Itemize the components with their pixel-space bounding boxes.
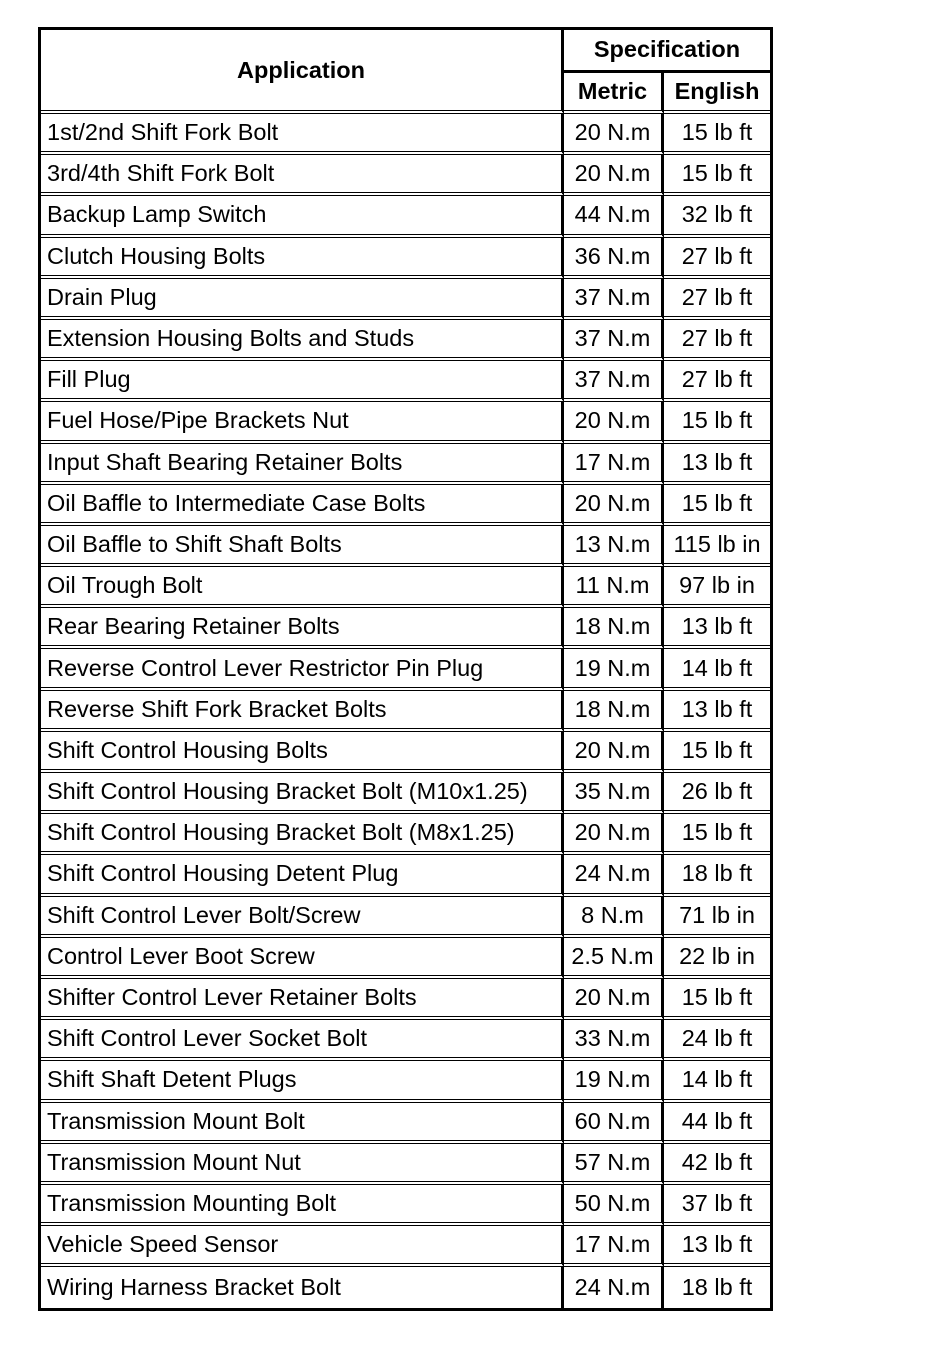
english-cell: 15 lb ft <box>664 814 770 855</box>
application-cell: Shift Shaft Detent Plugs <box>41 1061 564 1102</box>
table-row <box>41 732 770 773</box>
table-body <box>41 114 770 1308</box>
table-row <box>41 402 770 443</box>
table-row <box>41 649 770 690</box>
metric-cell: 24 N.m <box>564 1267 664 1308</box>
metric-cell: 37 N.m <box>564 279 664 320</box>
table-row <box>41 814 770 855</box>
table-row <box>41 1226 770 1267</box>
english-cell: 15 lb ft <box>664 979 770 1020</box>
metric-cell: 2.5 N.m <box>564 938 664 979</box>
application-cell: Oil Trough Bolt <box>41 567 564 608</box>
metric-cell: 37 N.m <box>564 361 664 402</box>
english-cell: 15 lb ft <box>664 402 770 443</box>
table-row <box>41 444 770 485</box>
table-row <box>41 1103 770 1144</box>
metric-cell: 60 N.m <box>564 1103 664 1144</box>
table-row <box>41 1267 770 1308</box>
english-cell: 15 lb ft <box>664 485 770 526</box>
metric-cell: 20 N.m <box>564 814 664 855</box>
header-row-top <box>41 30 770 73</box>
application-cell: Shift Control Housing Detent Plug <box>41 855 564 896</box>
application-cell: Drain Plug <box>41 279 564 320</box>
application-cell: Shift Control Housing Bracket Bolt (M8x1.25) <box>41 814 564 855</box>
metric-cell: 36 N.m <box>564 238 664 279</box>
metric-cell: 11 N.m <box>564 567 664 608</box>
metric-cell: 17 N.m <box>564 1226 664 1267</box>
table-row <box>41 238 770 279</box>
metric-cell: 24 N.m <box>564 855 664 896</box>
table-row <box>41 608 770 649</box>
english-cell: 13 lb ft <box>664 691 770 732</box>
application-cell: Wiring Harness Bracket Bolt <box>41 1267 564 1308</box>
english-cell: 26 lb ft <box>664 773 770 814</box>
english-cell: 18 lb ft <box>664 855 770 896</box>
english-cell: 27 lb ft <box>664 279 770 320</box>
application-cell: Transmission Mount Nut <box>41 1144 564 1185</box>
table-row <box>41 691 770 732</box>
application-cell: Backup Lamp Switch <box>41 196 564 237</box>
metric-cell: 13 N.m <box>564 526 664 567</box>
table-row <box>41 1020 770 1061</box>
table-row <box>41 526 770 567</box>
application-cell: Shift Control Lever Socket Bolt <box>41 1020 564 1061</box>
english-cell: 27 lb ft <box>664 238 770 279</box>
metric-cell: 20 N.m <box>564 485 664 526</box>
application-cell: Transmission Mount Bolt <box>41 1103 564 1144</box>
application-cell: Clutch Housing Bolts <box>41 238 564 279</box>
torque-specification-table <box>38 27 773 1311</box>
table-row <box>41 155 770 196</box>
application-cell: Shift Control Lever Bolt/Screw <box>41 897 564 938</box>
english-cell: 13 lb ft <box>664 1226 770 1267</box>
english-cell: 15 lb ft <box>664 114 770 155</box>
english-cell: 15 lb ft <box>664 732 770 773</box>
metric-cell: 17 N.m <box>564 444 664 485</box>
table-row <box>41 1185 770 1226</box>
metric-cell: 44 N.m <box>564 196 664 237</box>
table-row <box>41 897 770 938</box>
application-cell: Reverse Shift Fork Bracket Bolts <box>41 691 564 732</box>
application-cell: Shift Control Housing Bolts <box>41 732 564 773</box>
application-cell: 3rd/4th Shift Fork Bolt <box>41 155 564 196</box>
table-row <box>41 1061 770 1102</box>
specification-header: Specification <box>564 30 770 73</box>
english-cell: 24 lb ft <box>664 1020 770 1061</box>
english-cell: 44 lb ft <box>664 1103 770 1144</box>
application-cell: Extension Housing Bolts and Studs <box>41 320 564 361</box>
english-cell: 22 lb in <box>664 938 770 979</box>
metric-cell: 18 N.m <box>564 691 664 732</box>
table-row <box>41 938 770 979</box>
metric-cell: 35 N.m <box>564 773 664 814</box>
metric-cell: 19 N.m <box>564 1061 664 1102</box>
english-cell: 14 lb ft <box>664 649 770 690</box>
metric-cell: 18 N.m <box>564 608 664 649</box>
english-cell: 27 lb ft <box>664 320 770 361</box>
english-cell: 42 lb ft <box>664 1144 770 1185</box>
table-row <box>41 567 770 608</box>
english-header: English <box>664 73 770 114</box>
english-cell: 18 lb ft <box>681 1274 753 1301</box>
application-cell: Vehicle Speed Sensor <box>41 1226 564 1267</box>
english-cell: 13 lb ft <box>664 608 770 649</box>
application-cell: Shift Control Housing Bracket Bolt (M10x1.25) <box>41 773 564 814</box>
english-cell: 32 lb ft <box>664 196 770 237</box>
english-cell: 71 lb in <box>664 897 770 938</box>
metric-cell: 20 N.m <box>564 732 664 773</box>
application-cell: Input Shaft Bearing Retainer Bolts <box>41 444 564 485</box>
metric-cell: 20 N.m <box>564 979 664 1020</box>
metric-header: Metric <box>564 73 664 114</box>
table-row <box>41 773 770 814</box>
english-cell: 115 lb in <box>664 526 770 567</box>
english-cell: 37 lb ft <box>664 1185 770 1226</box>
english-cell: 27 lb ft <box>664 361 770 402</box>
english-cell: 97 lb in <box>664 567 770 608</box>
application-cell: Fill Plug <box>41 361 564 402</box>
application-header: Application <box>41 30 564 114</box>
table-row <box>41 485 770 526</box>
metric-cell: 50 N.m <box>564 1185 664 1226</box>
application-cell: Oil Baffle to Shift Shaft Bolts <box>41 526 564 567</box>
table-row <box>41 1144 770 1185</box>
metric-cell: 37 N.m <box>564 320 664 361</box>
metric-cell: 19 N.m <box>564 649 664 690</box>
table-row <box>41 361 770 402</box>
english-cell: 13 lb ft <box>664 444 770 485</box>
application-cell: Transmission Mounting Bolt <box>41 1185 564 1226</box>
metric-cell: 20 N.m <box>564 114 664 155</box>
application-cell: Fuel Hose/Pipe Brackets Nut <box>41 402 564 443</box>
table-row <box>41 279 770 320</box>
table-row <box>41 320 770 361</box>
application-cell: Reverse Control Lever Restrictor Pin Plug <box>41 649 564 690</box>
metric-cell: 8 N.m <box>564 897 664 938</box>
metric-cell: 20 N.m <box>564 155 664 196</box>
metric-cell: 33 N.m <box>564 1020 664 1061</box>
application-cell: 1st/2nd Shift Fork Bolt <box>41 114 564 155</box>
english-cell: 14 lb ft <box>664 1061 770 1102</box>
application-cell: Rear Bearing Retainer Bolts <box>41 608 564 649</box>
application-cell: Oil Baffle to Intermediate Case Bolts <box>41 485 564 526</box>
table-row <box>41 855 770 896</box>
metric-cell: 20 N.m <box>564 402 664 443</box>
application-cell: Shifter Control Lever Retainer Bolts <box>41 979 564 1020</box>
application-cell: Control Lever Boot Screw <box>41 938 564 979</box>
metric-cell: 57 N.m <box>564 1144 664 1185</box>
english-cell: 15 lb ft <box>664 155 770 196</box>
table-row <box>41 114 770 155</box>
table-row <box>41 979 770 1020</box>
table-row <box>41 196 770 237</box>
